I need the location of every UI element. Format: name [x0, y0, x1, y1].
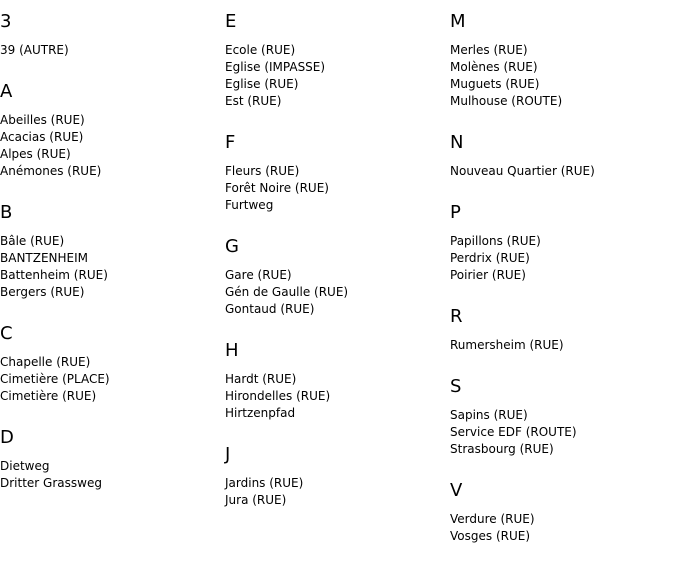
street-item[interactable]: Poirier (RUE) [450, 268, 526, 282]
street-list [450, 163, 670, 180]
street-list [0, 233, 220, 301]
letter-group [225, 132, 445, 214]
street-item[interactable]: Sapins (RUE) [450, 408, 528, 422]
street-item[interactable]: Forêt Noire (RUE) [225, 181, 329, 195]
letter-group [225, 11, 445, 110]
street-item[interactable]: Gén de Gaulle (RUE) [225, 285, 349, 299]
letter-heading: V [450, 480, 463, 501]
street-list [0, 458, 220, 492]
letter-heading: J [225, 444, 231, 465]
street-item[interactable]: BANTZENHEIM [0, 251, 89, 265]
letter-group [450, 306, 670, 354]
street-item[interactable]: Hirtzenpfad [225, 406, 296, 420]
street-item[interactable]: Ecole (RUE) [225, 43, 296, 57]
street-list [450, 42, 670, 110]
street-item[interactable]: Chapelle (RUE) [0, 355, 91, 369]
street-item[interactable]: Service EDF (ROUTE) [450, 425, 577, 439]
street-item[interactable]: Verdure (RUE) [450, 512, 535, 526]
street-item[interactable]: Battenheim (RUE) [0, 268, 108, 282]
letter-group [225, 444, 445, 509]
street-item[interactable]: Nouveau Quartier (RUE) [450, 164, 595, 178]
street-item[interactable]: Cimetière (RUE) [0, 389, 97, 403]
street-item[interactable]: 39 (AUTRE) [0, 43, 69, 57]
street-item[interactable]: Anémones (RUE) [0, 164, 102, 178]
letter-heading: S [450, 376, 462, 397]
street-list [450, 407, 670, 458]
letter-group [450, 11, 670, 110]
letter-heading: R [450, 306, 463, 327]
index-column [450, 0, 670, 545]
street-item[interactable]: Jardins (RUE) [225, 476, 304, 490]
street-item[interactable]: Abeilles (RUE) [0, 113, 85, 127]
street-item[interactable]: Jura (RUE) [225, 493, 287, 507]
street-item[interactable]: Dritter Grassweg [0, 476, 102, 490]
index-column [0, 0, 220, 492]
letter-heading: P [450, 202, 461, 223]
street-item[interactable]: Furtweg [225, 198, 274, 212]
street-item[interactable]: Molènes (RUE) [450, 60, 538, 74]
street-item[interactable]: Muguets (RUE) [450, 77, 540, 91]
letter-heading: B [0, 202, 13, 223]
street-list [225, 42, 445, 110]
street-list [0, 354, 220, 405]
street-item[interactable]: Gontaud (RUE) [225, 302, 315, 316]
street-item[interactable]: Vosges (RUE) [450, 529, 531, 543]
letter-group [225, 236, 445, 318]
street-list [0, 112, 220, 180]
street-item[interactable]: Cimetière (PLACE) [0, 372, 110, 386]
letter-group [0, 323, 220, 405]
letter-group [450, 132, 670, 180]
street-item[interactable]: Eglise (RUE) [225, 77, 299, 91]
letter-group [0, 81, 220, 180]
letter-heading: G [225, 236, 239, 257]
street-list [225, 163, 445, 214]
street-list [225, 475, 445, 509]
letter-group [225, 340, 445, 422]
street-item[interactable]: Hardt (RUE) [225, 372, 297, 386]
letter-heading: E [225, 11, 237, 32]
street-list [225, 371, 445, 422]
street-item[interactable]: Fleurs (RUE) [225, 164, 300, 178]
street-list [450, 233, 670, 284]
letter-group [450, 202, 670, 284]
street-item[interactable]: Eglise (IMPASSE) [225, 60, 326, 74]
street-item[interactable]: Bâle (RUE) [0, 234, 65, 248]
letter-heading: N [450, 132, 464, 153]
street-item[interactable]: Gare (RUE) [225, 268, 292, 282]
street-list [225, 267, 445, 318]
street-item[interactable]: Acacias (RUE) [0, 130, 84, 144]
street-item[interactable]: Bergers (RUE) [0, 285, 85, 299]
letter-group [0, 11, 220, 59]
street-list [450, 511, 670, 545]
street-item[interactable]: Papillons (RUE) [450, 234, 541, 248]
letter-heading: D [0, 427, 14, 448]
letter-heading: F [225, 132, 236, 153]
street-item[interactable]: Alpes (RUE) [0, 147, 71, 161]
letter-group [0, 427, 220, 492]
street-item[interactable]: Merles (RUE) [450, 43, 528, 57]
street-item[interactable]: Rumersheim (RUE) [450, 338, 564, 352]
letter-group [450, 480, 670, 545]
street-item[interactable]: Dietweg [0, 459, 50, 473]
letter-heading: C [0, 323, 13, 344]
letter-heading: A [0, 81, 13, 102]
street-list [0, 42, 220, 59]
street-item[interactable]: Strasbourg (RUE) [450, 442, 554, 456]
letter-group [450, 376, 670, 458]
letter-heading: H [225, 340, 239, 361]
street-item[interactable]: Perdrix (RUE) [450, 251, 530, 265]
street-item[interactable]: Hirondelles (RUE) [225, 389, 331, 403]
street-item[interactable]: Mulhouse (ROUTE) [450, 94, 563, 108]
letter-group [0, 202, 220, 301]
street-list [450, 337, 670, 354]
street-item[interactable]: Est (RUE) [225, 94, 282, 108]
index-column [225, 0, 445, 509]
letter-heading: M [450, 11, 466, 32]
letter-heading: 3 [0, 11, 12, 32]
